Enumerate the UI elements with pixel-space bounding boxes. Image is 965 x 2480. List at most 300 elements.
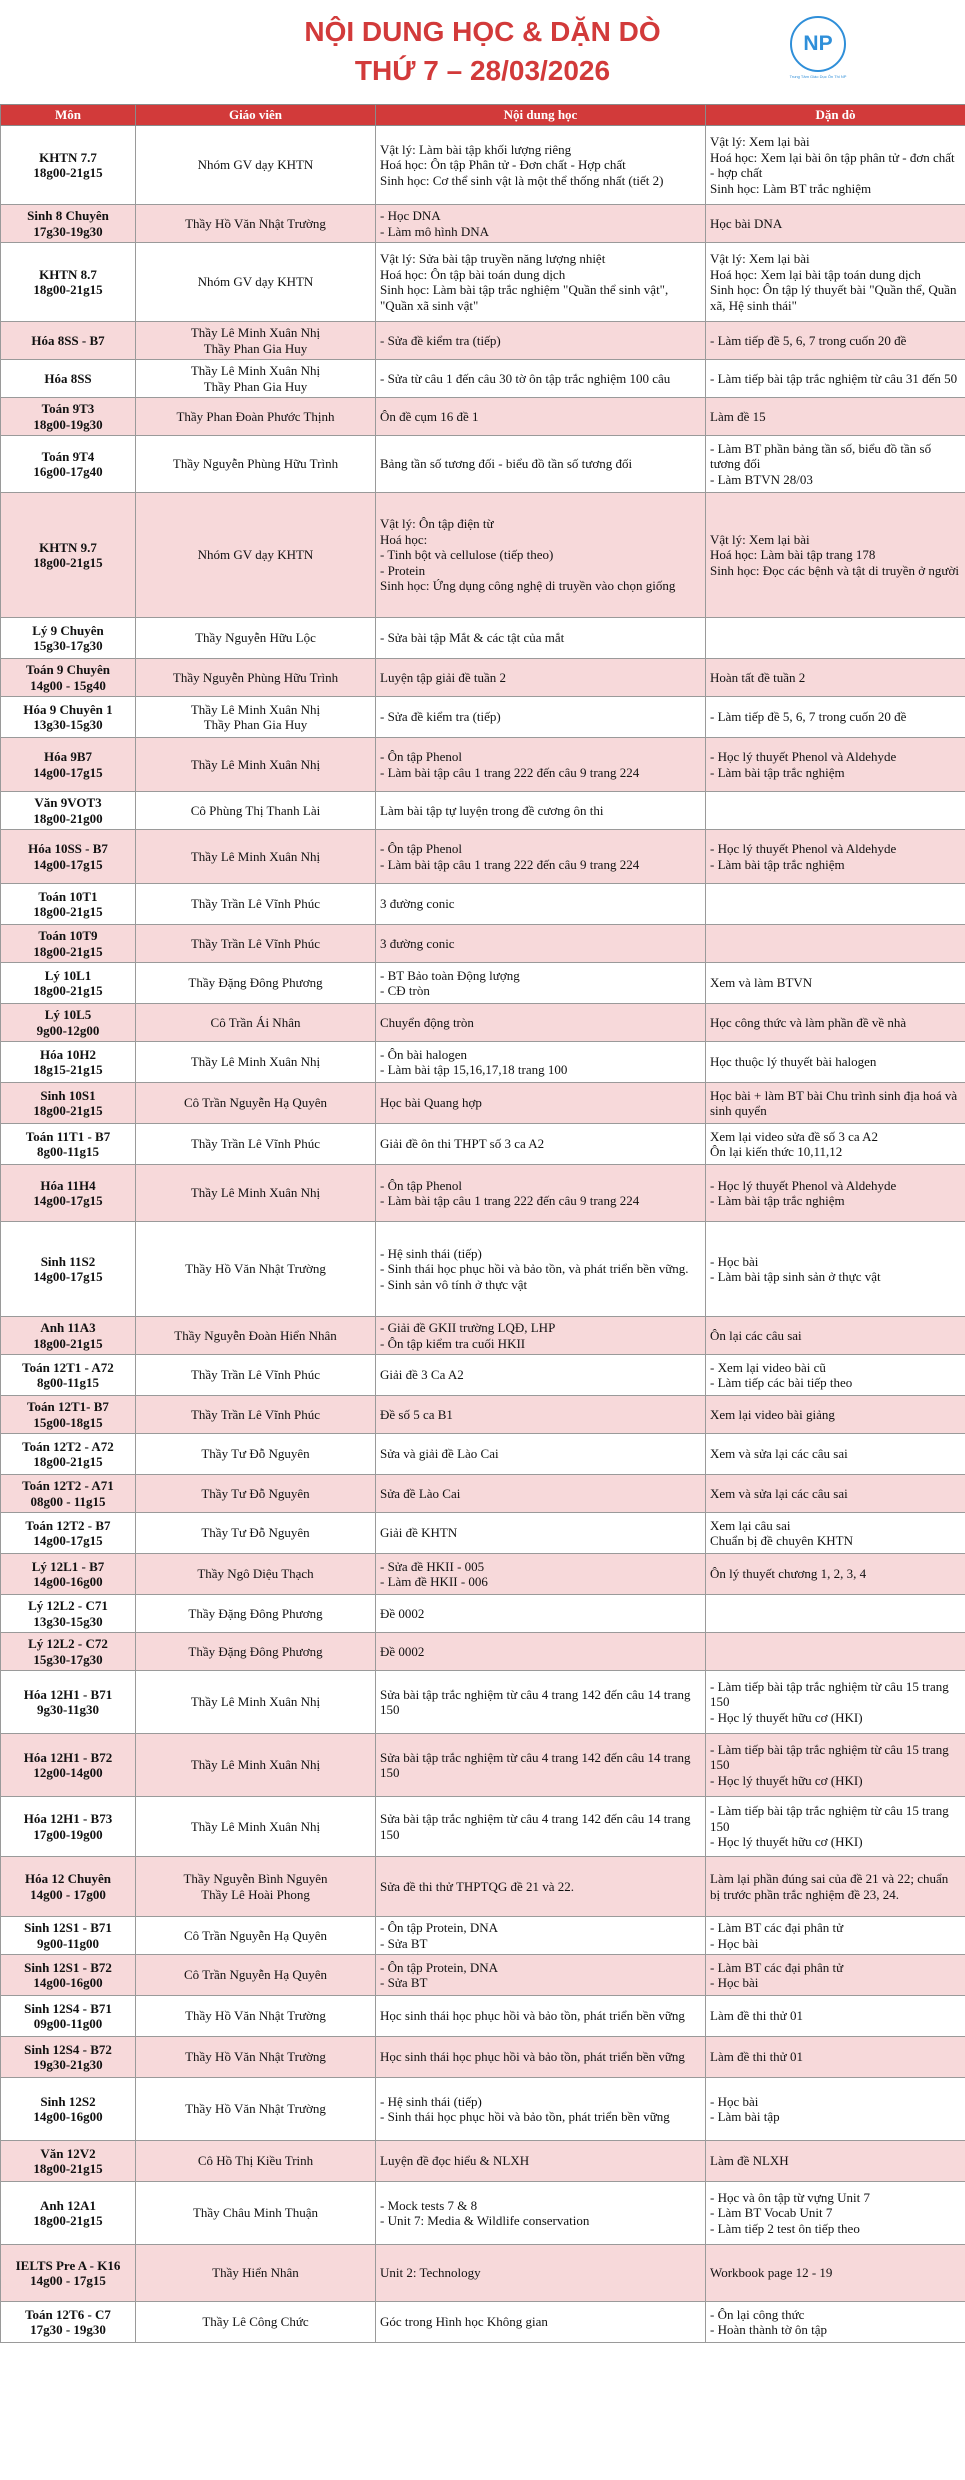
content-line: Sửa đề Lào Cai (380, 1485, 461, 1501)
subject-cell (1, 1222, 136, 1317)
subject-cell (1, 2078, 136, 2141)
content-cell (376, 1734, 706, 1797)
content-line: Hoá học: (380, 531, 428, 547)
table-row (1, 830, 965, 884)
content-line: Sửa đề thi thử THPTQG đề 21 và 22. (380, 1878, 575, 1894)
teacher-cell (136, 2141, 376, 2182)
subject-line: KHTN 7.7 (39, 149, 97, 165)
table-row (1, 1797, 965, 1857)
subject-line: Sinh 11S2 (40, 1253, 96, 1269)
teacher-line: Nhóm GV dạy KHTN (197, 547, 314, 563)
table-row (1, 618, 965, 659)
subject-line: 18g00-21g00 (33, 810, 103, 826)
subject-line: 9g00-12g00 (36, 1022, 100, 1038)
subject-cell (1, 830, 136, 884)
homework-cell (706, 697, 965, 738)
teacher-cell (136, 1222, 376, 1317)
teacher-line: Thầy Hồ Văn Nhật Trường (185, 2049, 326, 2065)
homework-line: Sinh học: Ôn tập lý thuyết bài "Quần thể, Quần xã, Hệ sinh thái" (710, 282, 957, 313)
homework-cell (706, 963, 965, 1004)
content-line: Vật lý: Ôn tập điện từ (380, 516, 494, 532)
subject-line: Lý 12L1 - B7 (31, 1558, 105, 1574)
table-row (1, 1475, 965, 1513)
subject-line: IELTS Pre A - K16 (15, 2257, 121, 2273)
header-content: Nội dung học (376, 105, 706, 126)
teacher-cell (136, 884, 376, 925)
table-row (1, 2141, 965, 2182)
teacher-line: Thầy Lê Minh Xuân Nhị (190, 1054, 321, 1070)
content-line: - Unit 7: Media & Wildlife conservation (380, 2213, 590, 2228)
subject-cell (1, 2141, 136, 2182)
table-row (1, 884, 965, 925)
teacher-cell (136, 1317, 376, 1355)
teacher-line: Thầy Phan Gia Huy (203, 717, 308, 732)
subject-line: Hóa 12H1 - B72 (23, 1749, 113, 1765)
homework-line: Vật lý: Xem lại bài (710, 251, 810, 266)
subject-line: Toán 9 Chuyên (25, 662, 111, 677)
subject-line: Toán 12T2 - A72 (22, 1438, 114, 1454)
teacher-cell (136, 659, 376, 697)
homework-cell (706, 1124, 965, 1165)
table-row (1, 1554, 965, 1595)
content-line: - Sửa từ câu 1 đến câu 30 tờ ôn tập trắc nghiệm 100 câu (380, 370, 671, 386)
homework-cell (706, 493, 965, 618)
subject-line: Toán 10T9 (38, 928, 98, 943)
table-row (1, 126, 965, 205)
teacher-line: Thầy Ngô Diệu Thạch (197, 1566, 314, 1582)
homework-line: - Làm BTVN 28/03 (710, 471, 813, 487)
teacher-cell (136, 1004, 376, 1042)
content-cell (376, 1797, 706, 1857)
subject-line: Hóa 10SS - B7 (28, 841, 108, 856)
table-row (1, 1165, 965, 1222)
homework-line: Xem lại video bài giảng (710, 1406, 835, 1422)
subject-line: 9g30-11g30 (36, 1702, 100, 1717)
table-header-row (1, 105, 965, 126)
teacher-line: Thầy Trần Lê Vĩnh Phúc (190, 1367, 321, 1383)
table-row (1, 1083, 965, 1124)
table-row (1, 1317, 965, 1355)
content-cell (376, 2037, 706, 2078)
subject-line: Hóa 9B7 (43, 749, 93, 764)
teacher-line: Thầy Lê Minh Xuân Nhị (190, 701, 321, 717)
teacher-cell (136, 925, 376, 963)
content-cell (376, 2245, 706, 2302)
homework-line: - Làm bài tập trắc nghiệm (710, 764, 845, 780)
subject-cell (1, 2245, 136, 2302)
content-line: Giải đề ôn thi THPT số 3 ca A2 (380, 1136, 545, 1152)
content-cell (376, 1222, 706, 1317)
homework-cell (706, 1317, 965, 1355)
content-line: - Sửa đề kiểm tra (tiếp) (380, 709, 501, 725)
content-cell (376, 963, 706, 1004)
teacher-cell (136, 1042, 376, 1083)
content-line: Đề 0002 (380, 1605, 425, 1621)
table-row (1, 925, 965, 963)
homework-cell (706, 1633, 965, 1671)
content-cell (376, 1513, 706, 1554)
teacher-line: Thầy Trần Lê Vĩnh Phúc (190, 896, 321, 912)
content-line: Luyện tập giải đề tuần 2 (380, 669, 506, 685)
teacher-line: Thầy Tư Đỗ Nguyên (201, 1525, 310, 1541)
table-row (1, 2245, 965, 2302)
content-line: Vật lý: Sửa bài tập truyền năng lượng nhiệt (380, 251, 606, 266)
teacher-cell (136, 1996, 376, 2037)
homework-line: Hoá học: Xem lại bài tập toán dung dịch (710, 266, 921, 282)
subject-line: Hóa 11H4 (40, 1177, 96, 1193)
homework-cell (706, 1355, 965, 1396)
subject-line: 8g00-11g15 (36, 1375, 100, 1390)
content-cell (376, 884, 706, 925)
teacher-cell (136, 2182, 376, 2245)
homework-cell (706, 1734, 965, 1797)
subject-line: KHTN 8.7 (39, 266, 97, 282)
table-row (1, 1996, 965, 2037)
content-line: Luyện đề đọc hiểu & NLXH (380, 2153, 530, 2169)
content-cell (376, 2182, 706, 2245)
content-cell (376, 493, 706, 618)
subject-line: Toán 12T1- B7 (27, 1399, 109, 1414)
teacher-line: Thầy Hiển Nhân (212, 2265, 299, 2281)
homework-line: - Làm tiếp bài tập trắc nghiệm từ câu 31 đến 50 (710, 370, 958, 386)
content-line: - Làm mô hình DNA (380, 223, 490, 239)
homework-cell (706, 360, 965, 398)
teacher-line: Thầy Trần Lê Vĩnh Phúc (190, 935, 321, 951)
teacher-cell (136, 1955, 376, 1996)
subject-cell (1, 1475, 136, 1513)
teacher-line: Nhóm GV dạy KHTN (197, 274, 314, 290)
homework-cell (706, 2182, 965, 2245)
teacher-cell (136, 2245, 376, 2302)
homework-line: - Học lý thuyết hữu cơ (HKI) (710, 1772, 863, 1788)
subject-line: Toán 12T1 - A72 (22, 1359, 114, 1375)
content-cell (376, 792, 706, 830)
homework-line: Sinh học: Đọc các bệnh và tật di truyền ở người (710, 562, 959, 578)
subject-line: 14g00 - 17g15 (30, 2273, 106, 2288)
content-line: Học sinh thái học phục hồi và bảo tồn, phát triển bền vững (380, 2049, 685, 2065)
teacher-cell (136, 1857, 376, 1917)
homework-line: - Hoàn thành tờ ôn tập (710, 2322, 827, 2337)
homework-cell (706, 618, 965, 659)
teacher-line: Cô Trần Ái Nhân (210, 1014, 301, 1030)
subject-cell (1, 1317, 136, 1355)
content-line: Sửa bài tập trắc nghiệm từ câu 4 trang 142 đến câu 14 trang 150 (380, 1749, 691, 1780)
content-line: Sinh học: Ứng dụng công nghệ di truyền vào chọn giống (380, 578, 676, 594)
content-line: Đề số 5 ca B1 (380, 1406, 453, 1422)
teacher-line: Cô Trần Nguyễn Hạ Quyên (184, 1095, 327, 1111)
teacher-cell (136, 1513, 376, 1554)
content-line: - BT Bảo toàn Động lượng (380, 967, 520, 983)
teacher-cell (136, 618, 376, 659)
content-line: Hoá học: Ôn tập bài toán dung dịch (380, 266, 566, 282)
subject-line: Hóa 10H2 (40, 1046, 96, 1062)
homework-line: - Học lý thuyết hữu cơ (HKI) (710, 1834, 863, 1850)
content-cell (376, 243, 706, 322)
content-line: - Làm bài tập câu 1 trang 222 đến câu 9 trang 224 (380, 856, 640, 872)
page-header (0, 0, 965, 104)
subject-cell (1, 1554, 136, 1595)
teacher-cell (136, 1083, 376, 1124)
subject-line: Sinh 12S2 (40, 2093, 96, 2109)
table-row (1, 963, 965, 1004)
page-title: NỘI DUNG HỌC & DẶN DÒ (304, 16, 661, 47)
homework-cell (706, 1996, 965, 2037)
teacher-line: Thầy Lê Minh Xuân Nhị (190, 1818, 321, 1834)
subject-cell (1, 493, 136, 618)
content-line: Giải đề 3 Ca A2 (380, 1367, 464, 1383)
table-row (1, 2037, 965, 2078)
homework-cell (706, 436, 965, 493)
homework-line: - Làm BT phần bảng tần số, biểu đồ tần số tương đối (710, 440, 932, 472)
table-row (1, 1917, 965, 1955)
homework-line: - Học bài (710, 1975, 759, 1990)
content-line: Làm bài tập tự luyện trong đề cương ôn thi (380, 802, 604, 818)
teacher-cell (136, 1734, 376, 1797)
subject-cell (1, 243, 136, 322)
teacher-line: Thầy Hồ Văn Nhật Trường (185, 215, 326, 231)
homework-line: - Học lý thuyết Phenol và Aldehyde (710, 1177, 897, 1193)
homework-line: - Làm tiếp bài tập trắc nghiệm từ câu 15 trang 150 (710, 1678, 949, 1710)
content-line: - Ôn tập Protein, DNA (380, 1959, 499, 1975)
teacher-line: Thầy Nguyễn Đoàn Hiển Nhân (174, 1327, 337, 1343)
table-body (1, 126, 965, 2343)
teacher-line: Thầy Nguyễn Hữu Lộc (195, 630, 316, 646)
subject-line: 14g00-17g15 (33, 1193, 103, 1208)
subject-cell (1, 1917, 136, 1955)
subject-cell (1, 360, 136, 398)
homework-line: Hoá học: Làm bài tập trang 178 (710, 547, 876, 563)
subject-line: 19g30-21g30 (33, 2057, 103, 2072)
homework-line: - Làm tiếp bài tập trắc nghiệm từ câu 15 trang 150 (710, 1741, 949, 1773)
subject-line: Sinh 12S1 - B72 (24, 1959, 112, 1975)
table-row (1, 436, 965, 493)
content-cell (376, 1475, 706, 1513)
homework-cell (706, 398, 965, 436)
homework-line: Hoàn tất đề tuần 2 (710, 669, 806, 685)
teacher-cell (136, 436, 376, 493)
subject-cell (1, 1955, 136, 1996)
table-row (1, 1955, 965, 1996)
teacher-line: Thầy Nguyễn Bình Nguyên (183, 1871, 328, 1886)
teacher-line: Cô Trần Nguyễn Hạ Quyên (184, 1967, 327, 1983)
content-line: Đề 0002 (380, 1643, 425, 1659)
subject-line: Toán 10T1 (38, 888, 98, 904)
subject-line: 09g00-11g00 (33, 2016, 103, 2031)
content-line: - Sinh thái học phục hồi và bảo tồn, phát triển bền vững (380, 2109, 670, 2124)
content-line: Unit 2: Technology (380, 2265, 481, 2281)
content-line: - Protein (380, 562, 426, 578)
teacher-cell (136, 2078, 376, 2141)
content-cell (376, 1355, 706, 1396)
homework-line: - Làm BT Vocab Unit 7 (710, 2205, 833, 2221)
teacher-cell (136, 1671, 376, 1734)
teacher-cell (136, 1396, 376, 1434)
homework-cell (706, 243, 965, 322)
table-row (1, 1857, 965, 1917)
content-line: - Sửa BT (380, 1975, 428, 1990)
homework-cell (706, 792, 965, 830)
teacher-cell (136, 1124, 376, 1165)
subject-line: 8g00-11g15 (36, 1144, 100, 1159)
subject-cell (1, 398, 136, 436)
subject-line: 14g00 - 17g00 (30, 1886, 106, 1902)
subject-line: 13g30-15g30 (33, 1613, 103, 1629)
subject-line: KHTN 9.7 (39, 539, 97, 555)
homework-cell (706, 1513, 965, 1554)
teacher-line: Thầy Phan Gia Huy (203, 378, 308, 394)
content-line: - Hệ sinh thái (tiếp) (380, 1245, 482, 1261)
teacher-line: Thầy Lê Minh Xuân Nhị (190, 1694, 321, 1710)
homework-line: Ôn lại các câu sai (710, 1327, 802, 1343)
table-row (1, 1633, 965, 1671)
homework-cell (706, 925, 965, 963)
homework-line: Làm đề 15 (710, 408, 766, 424)
homework-cell (706, 830, 965, 884)
homework-cell (706, 1475, 965, 1513)
content-line: - Làm đề HKII - 006 (380, 1574, 488, 1589)
subject-line: Lý 9 Chuyên (32, 622, 104, 638)
teacher-line: Thầy Hồ Văn Nhật Trường (185, 2008, 326, 2024)
teacher-cell (136, 322, 376, 360)
subject-cell (1, 205, 136, 243)
homework-cell (706, 1396, 965, 1434)
teacher-cell (136, 963, 376, 1004)
content-cell (376, 126, 706, 205)
homework-line: Học bài DNA (710, 215, 783, 231)
content-line: - Ôn bài halogen (380, 1046, 468, 1062)
teacher-line: Thầy Hồ Văn Nhật Trường (185, 1261, 326, 1277)
content-line: Học bài Quang hợp (380, 1095, 482, 1111)
teacher-line: Thầy Nguyễn Phùng Hữu Trình (172, 669, 339, 685)
content-cell (376, 398, 706, 436)
table-row (1, 398, 965, 436)
homework-line: Sinh học: Làm BT trắc nghiệm (710, 180, 872, 196)
content-cell (376, 1317, 706, 1355)
teacher-cell (136, 697, 376, 738)
content-line: Giải đề KHTN (380, 1525, 458, 1541)
table-row (1, 1004, 965, 1042)
homework-cell (706, 1222, 965, 1317)
teacher-cell (136, 2302, 376, 2343)
teacher-line: Thầy Tư Đỗ Nguyên (201, 1485, 310, 1501)
content-line: 3 đường conic (380, 896, 455, 912)
content-line: - Ôn tập Protein, DNA (380, 1920, 499, 1935)
subject-cell (1, 1595, 136, 1633)
content-cell (376, 1396, 706, 1434)
content-cell (376, 1004, 706, 1042)
subject-line: Lý 10L1 (44, 967, 92, 983)
teacher-line: Thầy Trần Lê Vĩnh Phúc (190, 1136, 321, 1152)
content-line: Bảng tần số tương đối - biểu đồ tần số tương đối (380, 456, 633, 472)
content-cell (376, 738, 706, 792)
subject-cell (1, 1083, 136, 1124)
teacher-line: Cô Trần Nguyễn Hạ Quyên (184, 1927, 327, 1943)
homework-line: Vật lý: Xem lại bài (710, 531, 810, 547)
content-cell (376, 1595, 706, 1633)
subject-line: Hóa 12 Chuyên (25, 1871, 111, 1886)
table-row (1, 659, 965, 697)
teacher-line: Thầy Lê Hoài Phong (201, 1886, 310, 1902)
content-cell (376, 1917, 706, 1955)
subject-line: 14g00-17g15 (33, 1269, 103, 1284)
table-row (1, 1434, 965, 1475)
homework-line: Ôn lý thuyết chương 1, 2, 3, 4 (710, 1566, 867, 1582)
content-line: - Sửa đề HKII - 005 (380, 1558, 485, 1574)
homework-line: Xem lại video sửa đề số 3 ca A2 (710, 1128, 879, 1144)
center-logo: NP (790, 16, 846, 72)
subject-line: 18g15-21g15 (33, 1062, 103, 1077)
subject-line: Văn 12V2 (40, 2145, 96, 2161)
teacher-line: Thầy Tư Đỗ Nguyên (201, 1446, 310, 1462)
homework-line: Xem lại câu sai (710, 1517, 791, 1533)
subject-line: Hóa 12H1 - B71 (23, 1686, 113, 1702)
homework-line: Workbook page 12 - 19 (710, 2265, 833, 2281)
teacher-cell (136, 792, 376, 830)
subject-line: 14g00 - 15g40 (30, 677, 106, 693)
subject-cell (1, 1434, 136, 1475)
subject-line: 14g00-17g15 (33, 1533, 103, 1548)
homework-cell (706, 126, 965, 205)
subject-line: 18g00-21g15 (33, 555, 103, 570)
content-line: Sửa và giải đề Lào Cai (380, 1446, 499, 1462)
content-cell (376, 1996, 706, 2037)
table-row (1, 205, 965, 243)
teacher-cell (136, 205, 376, 243)
homework-cell (706, 1671, 965, 1734)
homework-line: Làm đề thi thử 01 (710, 2049, 803, 2065)
homework-line: - Làm bài tập trắc nghiệm (710, 1193, 845, 1208)
teacher-line: Thầy Lê Minh Xuân Nhị (190, 363, 321, 378)
homework-line: Xem và sửa lại các câu sai (710, 1485, 848, 1501)
homework-cell (706, 1595, 965, 1633)
subject-cell (1, 1124, 136, 1165)
homework-cell (706, 1434, 965, 1475)
teacher-line: Thầy Phan Đoàn Phước Thịnh (176, 408, 335, 424)
homework-cell (706, 1955, 965, 1996)
subject-line: Hóa 8SS - B7 (31, 332, 105, 348)
homework-line: - Xem lại video bài cũ (710, 1359, 826, 1375)
content-line: Sinh học: Làm bài tập trắc nghiệm "Quần thể sinh vật", "Quần xã sinh vật" (380, 282, 669, 313)
table-row (1, 1671, 965, 1734)
homework-cell (706, 738, 965, 792)
subject-line: 18g00-21g15 (33, 2213, 103, 2228)
homework-line: - Làm bài tập sinh sản ở thực vật (710, 1269, 881, 1284)
subject-line: 18g00-21g15 (33, 1103, 103, 1118)
table-row (1, 1124, 965, 1165)
subject-line: Anh 11A3 (40, 1320, 96, 1335)
subject-cell (1, 925, 136, 963)
subject-line: 18g00-21g15 (33, 904, 103, 919)
subject-cell (1, 1671, 136, 1734)
subject-cell (1, 697, 136, 738)
teacher-line: Thầy Đặng Đông Phương (188, 1643, 323, 1659)
homework-line: - Học bài (710, 1935, 759, 1951)
content-cell (376, 2141, 706, 2182)
homework-line: - Ôn lại công thức (710, 2306, 805, 2322)
subject-cell (1, 1042, 136, 1083)
homework-line: Hoá học: Xem lại bài ôn tập phân tử - đơn chất - hợp chất (710, 149, 955, 180)
homework-cell (706, 1004, 965, 1042)
teacher-cell (136, 243, 376, 322)
teacher-line: Thầy Nguyễn Phùng Hữu Trình (172, 456, 339, 472)
table-row (1, 697, 965, 738)
homework-cell (706, 322, 965, 360)
subject-line: 17g30-19g30 (33, 223, 103, 239)
table-row (1, 1222, 965, 1317)
content-cell (376, 1671, 706, 1734)
homework-line: Vật lý: Xem lại bài (710, 134, 810, 149)
homework-cell (706, 1797, 965, 1857)
